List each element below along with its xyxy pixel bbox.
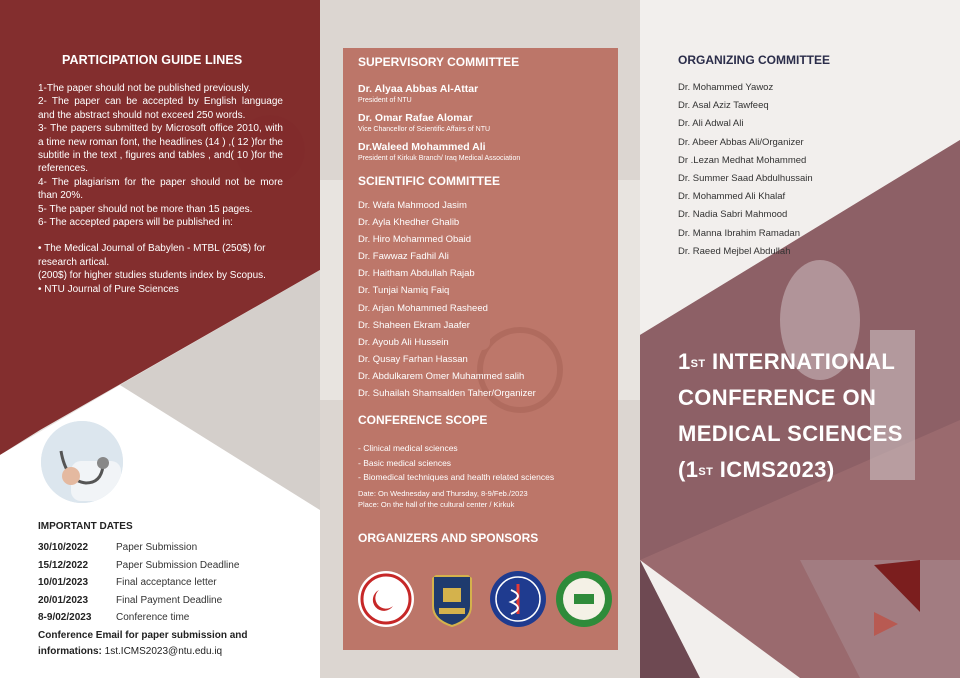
- organizing-member: Dr. Abeer Abbas Ali/Organizer: [678, 136, 804, 148]
- scope-item: - Clinical medical sciences: [358, 443, 458, 453]
- middle-panel: [320, 0, 640, 678]
- date-value: 10/01/2023: [38, 577, 89, 588]
- scope-item: - Basic medical sciences: [358, 457, 452, 468]
- supervisor-name: Dr.Waleed Mohammed Ali: [358, 141, 486, 153]
- organizing-member: Dr. Raeed Mejbel Abdullah: [678, 245, 791, 257]
- scientific-list: [358, 200, 536, 405]
- publication-item: • The Medical Journal of Babylen - MTBL (250$) for research artical.: [38, 243, 266, 268]
- supervisor-role: President of NTU: [358, 97, 412, 104]
- scientific-title: SCIENTIFIC COMMITTEE: [358, 174, 500, 188]
- organizing-title: ORGANIZING COMMITTEE: [678, 53, 830, 67]
- scientific-member: Dr. Suhailah Shamsalden Taher/Organizer: [358, 388, 536, 400]
- date-event: Conference time: [116, 612, 190, 623]
- date-event: Paper Submission Deadline: [116, 559, 240, 571]
- sponsors-title: ORGANIZERS AND SPONSORS: [358, 531, 539, 545]
- scope-title: CONFERENCE SCOPE: [358, 413, 488, 427]
- guideline-item: 1-The paper should not be published previously.: [38, 83, 251, 94]
- scientific-member: Dr. Abdulkarem Omer Muhammed salih: [358, 370, 525, 382]
- scientific-member: Dr. Hiro Mohammed Obaid: [358, 234, 471, 246]
- green-seal-logo-icon: [555, 570, 613, 628]
- conference-title-line: CONFERENCE ON: [678, 385, 877, 410]
- organizing-member: Dr. Manna Ibrahim Ramadan: [678, 227, 800, 239]
- supervisor-role: Vice Chancellor of Scientific Affairs of NTU: [358, 126, 491, 133]
- conference-title-line: 1ST INTERNATIONAL: [678, 349, 896, 374]
- organizing-member: Dr. Ali Adwal Ali: [678, 118, 744, 130]
- scientific-member: Dr. Qusay Farhan Hassan: [358, 353, 468, 365]
- date-event: Final acceptance letter: [116, 577, 217, 588]
- date-value: 20/01/2023: [38, 594, 89, 606]
- date-value: 30/10/2022: [38, 542, 89, 553]
- date-row: [38, 560, 239, 578]
- scientific-member: Dr. Haitham Abdullah Rajab: [358, 268, 475, 280]
- supervisory-title: SUPERVISORY COMMITTEE: [358, 55, 520, 69]
- conference-date-line: Date: On Wednesday and Thursday, 8-9/Feb./2023: [358, 489, 528, 498]
- email-label: Conference Email for paper submission and informations:: [38, 630, 248, 657]
- important-dates-table: [38, 542, 239, 630]
- organizing-member: Dr. Mohammed Yawoz: [678, 82, 774, 93]
- university-shield-logo-icon: [423, 570, 481, 628]
- organizing-member: Dr .Lezan Medhat Mohammed: [678, 154, 807, 166]
- conference-title-line: (1ST ICMS2023): [678, 457, 835, 482]
- guideline-item: 6- The accepted papers will be published in:: [38, 217, 233, 229]
- date-value: 8-9/02/2023: [38, 612, 92, 623]
- scientific-member: Dr. Shaheen Ekram Jaafer: [358, 319, 470, 331]
- date-row: [38, 595, 239, 613]
- guideline-item: 3- The papers submitted by Microsoft office 2010, with a time new roman font, the headlines (14 ) ,( 12 )for the subtitle in the text , figures and tables , and( 10 )for the references.: [38, 123, 283, 175]
- conference-place-line: Place: On the hall of the cultural center / Kirkuk: [358, 500, 515, 509]
- guideline-item: 5- The paper should not be more than 15 pages.: [38, 203, 253, 215]
- sponsor-logos: [357, 570, 607, 632]
- scientific-member: Dr. Arjan Mohammed Rasheed: [358, 302, 488, 314]
- scope-item: - Biomedical techniques and health related sciences: [358, 472, 555, 482]
- right-panel: [640, 0, 960, 678]
- doctor-photo-circle: [38, 418, 126, 506]
- supervisor-name: Dr. Alyaa Abbas Al-Attar: [358, 83, 479, 95]
- date-row: [38, 577, 239, 595]
- supervisor-name: Dr. Omar Rafae Alomar: [358, 112, 473, 124]
- publication-item: • NTU Journal of Pure Sciences: [38, 283, 179, 295]
- date-row: [38, 542, 239, 560]
- conference-title-line: MEDICAL SCIENCES: [678, 421, 903, 446]
- conference-email[interactable]: 1st.ICMS2023@ntu.edu.iq: [104, 646, 223, 657]
- organizing-list: [678, 82, 813, 264]
- scientific-member: Dr. Ayla Khedher Ghalib: [358, 217, 460, 229]
- date-row: [38, 612, 239, 630]
- scientific-member: Dr. Wafa Mahmood Jasim: [358, 200, 467, 211]
- date-event: Final Payment Deadline: [116, 594, 223, 606]
- date-event: Paper Submission: [116, 542, 198, 553]
- publication-item: (200$) for higher studies students index by Scopus.: [38, 270, 266, 282]
- organizing-member: Dr. Summer Saad Abdulhussain: [678, 172, 813, 184]
- guideline-item: 2- The paper can be accepted by English language and the abstract should not exceed 250 words.: [38, 96, 283, 121]
- organizing-member: Dr. Mohammed Ali Khalaf: [678, 191, 786, 203]
- left-panel: [0, 0, 320, 678]
- medical-association-logo-icon: [489, 570, 547, 628]
- guidelines-list: [38, 82, 283, 296]
- scientific-member: Dr. Tunjai Namiq Faiq: [358, 285, 450, 297]
- email-block: [38, 628, 283, 660]
- guidelines-title: PARTICIPATION GUIDE LINES: [62, 53, 243, 67]
- guideline-item: 4- The plagiarism for the paper should not be more than 20%.: [38, 176, 283, 202]
- committees-box: [343, 48, 618, 650]
- date-value: 15/12/2022: [38, 559, 89, 571]
- important-dates-title: IMPORTANT DATES: [38, 521, 133, 532]
- organizing-member: Dr. Nadia Sabri Mahmood: [678, 209, 788, 221]
- supervisor-role: President of Kirkuk Branch/ Iraq Medical Association: [358, 155, 521, 162]
- red-crescent-logo-icon: [357, 570, 415, 628]
- scientific-member: Dr. Fawwaz Fadhil Ali: [358, 251, 449, 263]
- scientific-member: Dr. Ayoub Ali Hussein: [358, 336, 449, 348]
- scope-list: [358, 443, 554, 487]
- conference-title: [678, 344, 903, 488]
- organizing-member: Dr. Asal Aziz Tawfeeq: [678, 100, 769, 112]
